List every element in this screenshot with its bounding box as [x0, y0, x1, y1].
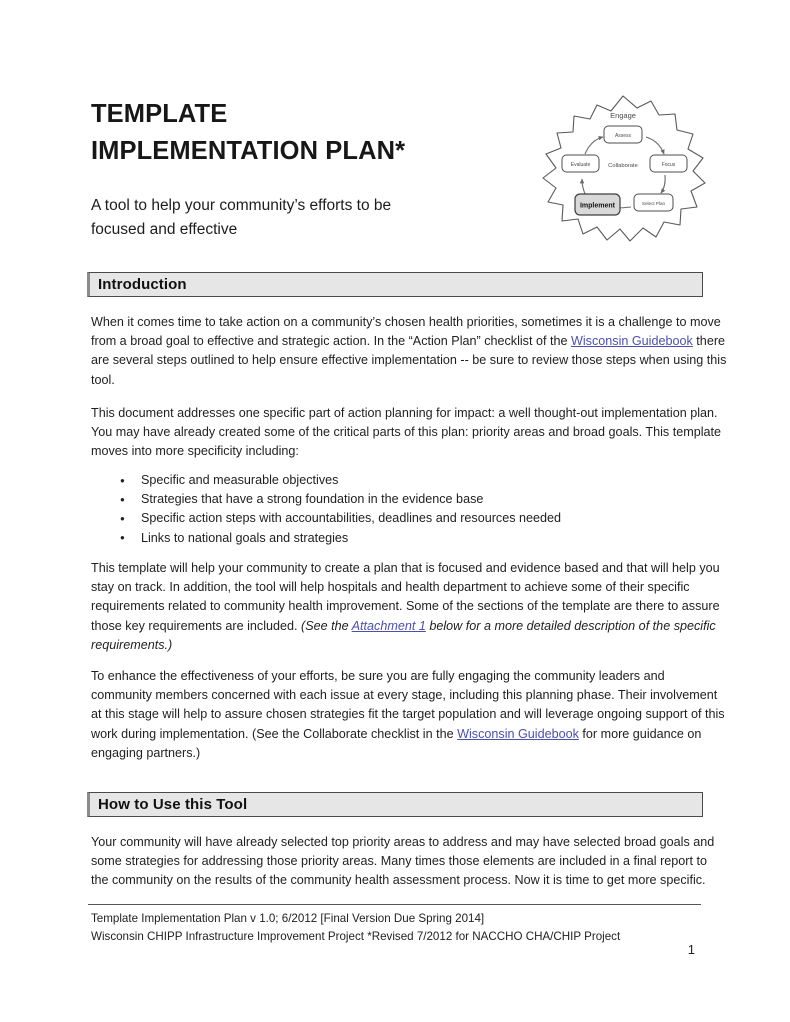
page-number: 1: [687, 942, 695, 957]
intro-paragraph-2: This document addresses one specific part of action planning for impact: a well thought-out implementation plan. You may have already created some of the critical parts of this plan: priority areas and broad goals. This template moves into more specificity including:: [91, 406, 722, 459]
section-header-introduction: [87, 272, 703, 297]
footer-line-2: Wisconsin CHIPP Infrastructure Improvement Project *Revised 7/2012 for NACCHO CHA/CHIP Project: [91, 930, 621, 943]
diagram-node-focus: [650, 155, 687, 172]
section-header-label: How to Use this Tool: [98, 796, 248, 813]
list-item: ● Strategies that have a strong foundation in the evidence base: [91, 490, 727, 509]
title-line-1: TEMPLATE: [91, 100, 228, 128]
title-line-2: IMPLEMENTATION PLAN*: [91, 137, 406, 166]
how-to-use-paragraph-1: Your community will have already selected top priority areas to address and may have selected broad goals and some strategies for addressing those priority areas. Many times those elements are included in a final report to the community on the results of the community health assessment process. Now it is time to get more specific.: [91, 835, 715, 888]
intro-p3-italic-a: (See the: [301, 618, 352, 633]
diagram-node-implement: [575, 194, 620, 215]
community-health-improvement-cycle-diagram: [533, 92, 713, 250]
intro-paragraph-4: [91, 667, 725, 763]
intro-p3-italic-b: below for a more detailed description of the specific requirements.): [91, 618, 716, 652]
wisconsin-guidebook-link-2[interactable]: Wisconsin Guidebook: [457, 726, 579, 741]
diagram-center-label: Collaborate: [608, 163, 638, 169]
page-title: [91, 96, 511, 171]
title-block: [91, 96, 511, 241]
attachment-1-link[interactable]: Attachment 1: [351, 618, 426, 633]
intro-bullet-list: [91, 471, 727, 548]
list-item: ● Specific and measurable objectives: [91, 471, 727, 490]
diagram-node-evaluate: [562, 155, 599, 172]
diagram-node-assess: [604, 126, 642, 143]
intro-p4-text-b: for more guidance on engaging partners.): [91, 726, 702, 760]
footer-line-1: Template Implementation Plan v 1.0; 6/2012 [Final Version Due Spring 2014]: [91, 912, 485, 925]
diagram-node-select-plan: [634, 194, 673, 211]
section-header-label: Introduction: [98, 276, 187, 293]
list-item: ● Links to national goals and strategies: [91, 529, 727, 548]
page-subtitle: A tool to help your community’s efforts to be focused and effective: [91, 196, 392, 238]
footer: [91, 910, 711, 946]
intro-p1-text-a: When it comes time to take action on a community’s chosen health priorities, sometimes it is a challenge to move from a broad goal to effective and strategic action. In the “Action Plan” checklist of the: [91, 315, 721, 349]
diagram-outer-label: Engage: [610, 111, 636, 120]
intro-paragraph-1: [91, 313, 727, 390]
intro-p3-text-a: This template will help your community to create a plan that is focused and evidence based and that will help you stay on track. In addition, the tool will help hospitals and health department to achieve some of their specific requirements related to community health improvement. Some of the sections of the template are there to assure those key requirements are included.: [91, 561, 720, 633]
diagram-node-label: Evaluate: [570, 162, 591, 168]
diagram-node-label: Focus: [661, 162, 676, 168]
list-item: ● Specific action steps with accountabilities, deadlines and resources needed: [91, 509, 727, 528]
diagram-node-label: Implement: [579, 202, 616, 210]
wisconsin-guidebook-link[interactable]: Wisconsin Guidebook: [571, 334, 693, 349]
section-header-how-to-use-this-tool: [87, 792, 703, 817]
diagram-node-label: Assess: [614, 133, 632, 139]
footer-divider: [88, 904, 701, 905]
intro-paragraph-3: [91, 559, 725, 655]
intro-p1-text-b: there are several steps outlined to help ensure effective implementation -- be sure to review those steps when using this tool.: [91, 334, 727, 387]
intro-p4-text-a: To enhance the effectiveness of your efforts, be sure you are fully engaging the community leaders and community members concerned with each issue at every stage, including this planning phase. Their involvement at this stage will help to assure chosen strategies fit the target population and will leverage ongoing support of this work during implementation. (See the Collaborate checklist in the: [91, 669, 725, 741]
diagram-node-label: Select Plan: [641, 201, 666, 206]
intro-bullet-list-wrapper: [91, 471, 727, 548]
